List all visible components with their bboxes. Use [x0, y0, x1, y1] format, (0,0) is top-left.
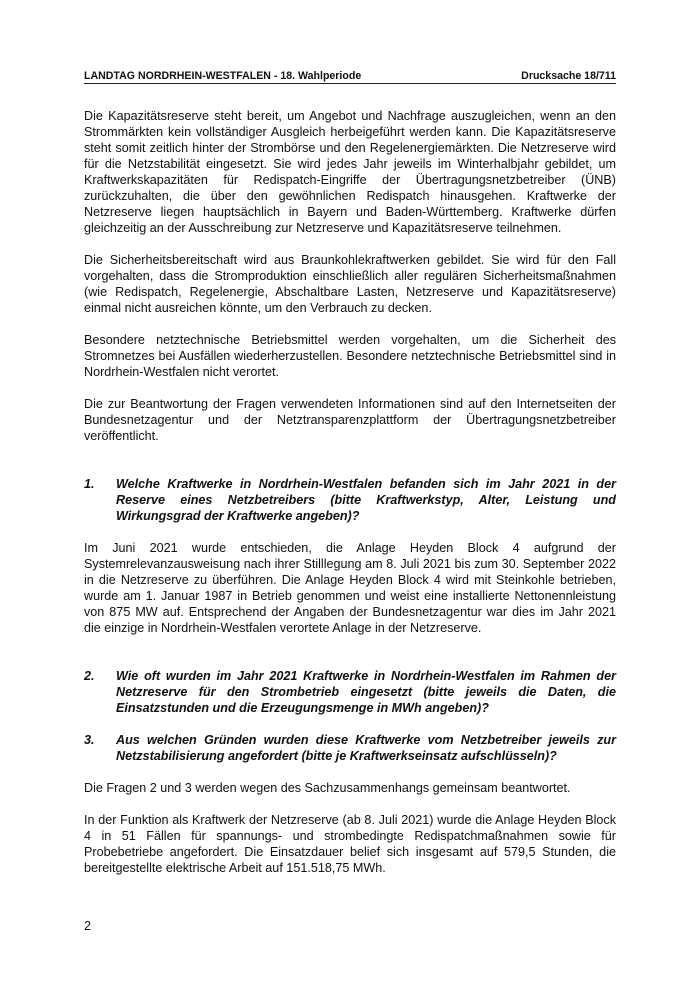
paragraph-betriebsmittel: Besondere netztechnische Betriebsmittel werden vorgehalten, um die Sicherheit des Stromnetzes bei Ausfällen wiederherzustellen. Besondere netztechnische Betriebsmittel sind in Nordrhein-Westfalen nicht verortet.: [84, 333, 616, 379]
paragraph-kapazitaetsreserve: Die Kapazitätsreserve steht bereit, um Angebot und Nachfrage auszugleichen, wenn an den Strommärkten kein vollständiger Ausgleich herbeigeführt werden kann. Die Kapazitätsreserve steht somit zeitlich hinter der Strombörse und den Regelenergiemärkten. Die Netzreserve wird für die Netzstabilität eingesetzt. Sie wird jedes Jahr jeweils im Winterhalbjahr gebildet, um Kraftwerkskapazitäten für Redispatch-Eingriffe der Übertragungsnetzbetreiber (ÜNB) zurückzuhalten, die über den gewöhnlichen Redispatch hinausgehen. Kraftwerke der Netzreserve liegen hauptsächlich in Bayern und Baden-Württemberg. Kraftwerke dürfen gleichzeitig an der Ausschreibung zur Netzreserve und Kapazitätsreserve teilnehmen.: [84, 109, 616, 235]
header-document-number: Drucksache 18/711: [521, 70, 616, 82]
header-divider: [84, 83, 616, 84]
question-text: Wie oft wurden im Jahr 2021 Kraftwerke in Nordrhein-Westfalen im Rahmen der Netzreserve für den Strombetrieb eingesetzt (bitte jeweils die Daten, die Einsatzstunden und die Erzeugungsmenge in MWh angeben)?: [116, 669, 616, 715]
question-2: [84, 668, 616, 716]
document-body: [84, 108, 616, 876]
question-1: [84, 476, 616, 524]
answer-2-3-intro: Die Fragen 2 und 3 werden wegen des Sachzusammenhangs gemeinsam beantwortet.: [84, 781, 571, 795]
question-number: 1.: [84, 477, 95, 491]
answer-1: Im Juni 2021 wurde entschieden, die Anlage Heyden Block 4 aufgrund der Systemrelevanzausweisung nach ihrer Stilllegung am 8. Juli 2021 bis zum 30. September 2022 in die Netzreserve zu überführen. Die Anlage Heyden Block 4 wird mit Steinkohle betrieben, wurde am 1. Januar 1987 in Betrieb genommen und weist eine installierte Nettonennleistung von 875 MW auf. Entsprechend der Angaben der Bundesnetzagentur war dies im Jahr 2021 die einzige in Nordrhein-Westfalen verortete Anlage in der Netzreserve.: [84, 541, 616, 635]
paragraph-informationen: Die zur Beantwortung der Fragen verwendeten Informationen sind auf den Internetseiten der Bundesnetzagentur und der Netztransparenzplattform der Übertragungsnetzbetreiber veröffentlicht.: [84, 397, 616, 443]
question-text: Aus welchen Gründen wurden diese Kraftwerke vom Netzbetreiber jeweils zur Netzstabilisierung angefordert (bitte je Kraftwerkseinsatz aufschlüsseln)?: [116, 733, 616, 763]
page-number: 2: [84, 919, 92, 933]
paragraph-sicherheitsbereitschaft: Die Sicherheitsbereitschaft wird aus Braunkohlekraftwerken gebildet. Sie wird für den Fall vorgehalten, dass die Stromproduktion einschließlich aller regulären Sicherheitsmaßnahmen (wie Redispatch, Regelenergie, Abschaltbare Lasten, Netzreserve und Kapazitätsreserve) einmal nicht ausreichen könnte, um den Verbrauch zu decken.: [84, 253, 616, 315]
question-number: 3.: [84, 733, 95, 747]
question-number: 2.: [84, 669, 95, 683]
question-3: [84, 732, 616, 764]
header-title: LANDTAG NORDRHEIN-WESTFALEN - 18. Wahlperiode: [84, 70, 362, 82]
question-text: Welche Kraftwerke in Nordrhein-Westfalen befanden sich im Jahr 2021 in der Reserve eines Netzbetreibers (bitte Kraftwerkstyp, Alter, Leistung und Wirkungsgrad der Kraftwerke angeben)?: [116, 477, 616, 523]
page-header: [84, 67, 616, 82]
answer-2-3: In der Funktion als Kraftwerk der Netzreserve (ab 8. Juli 2021) wurde die Anlage Heyden Block 4 in 51 Fällen für spannungs- und strombedingte Redispatchmaßnahmen sowie für Probebetriebe angefordert. Die Einsatzdauer belief sich insgesamt auf 579,5 Stunden, die bereitgestellte elektrische Arbeit auf 151.518,75 MWh.: [84, 813, 616, 875]
